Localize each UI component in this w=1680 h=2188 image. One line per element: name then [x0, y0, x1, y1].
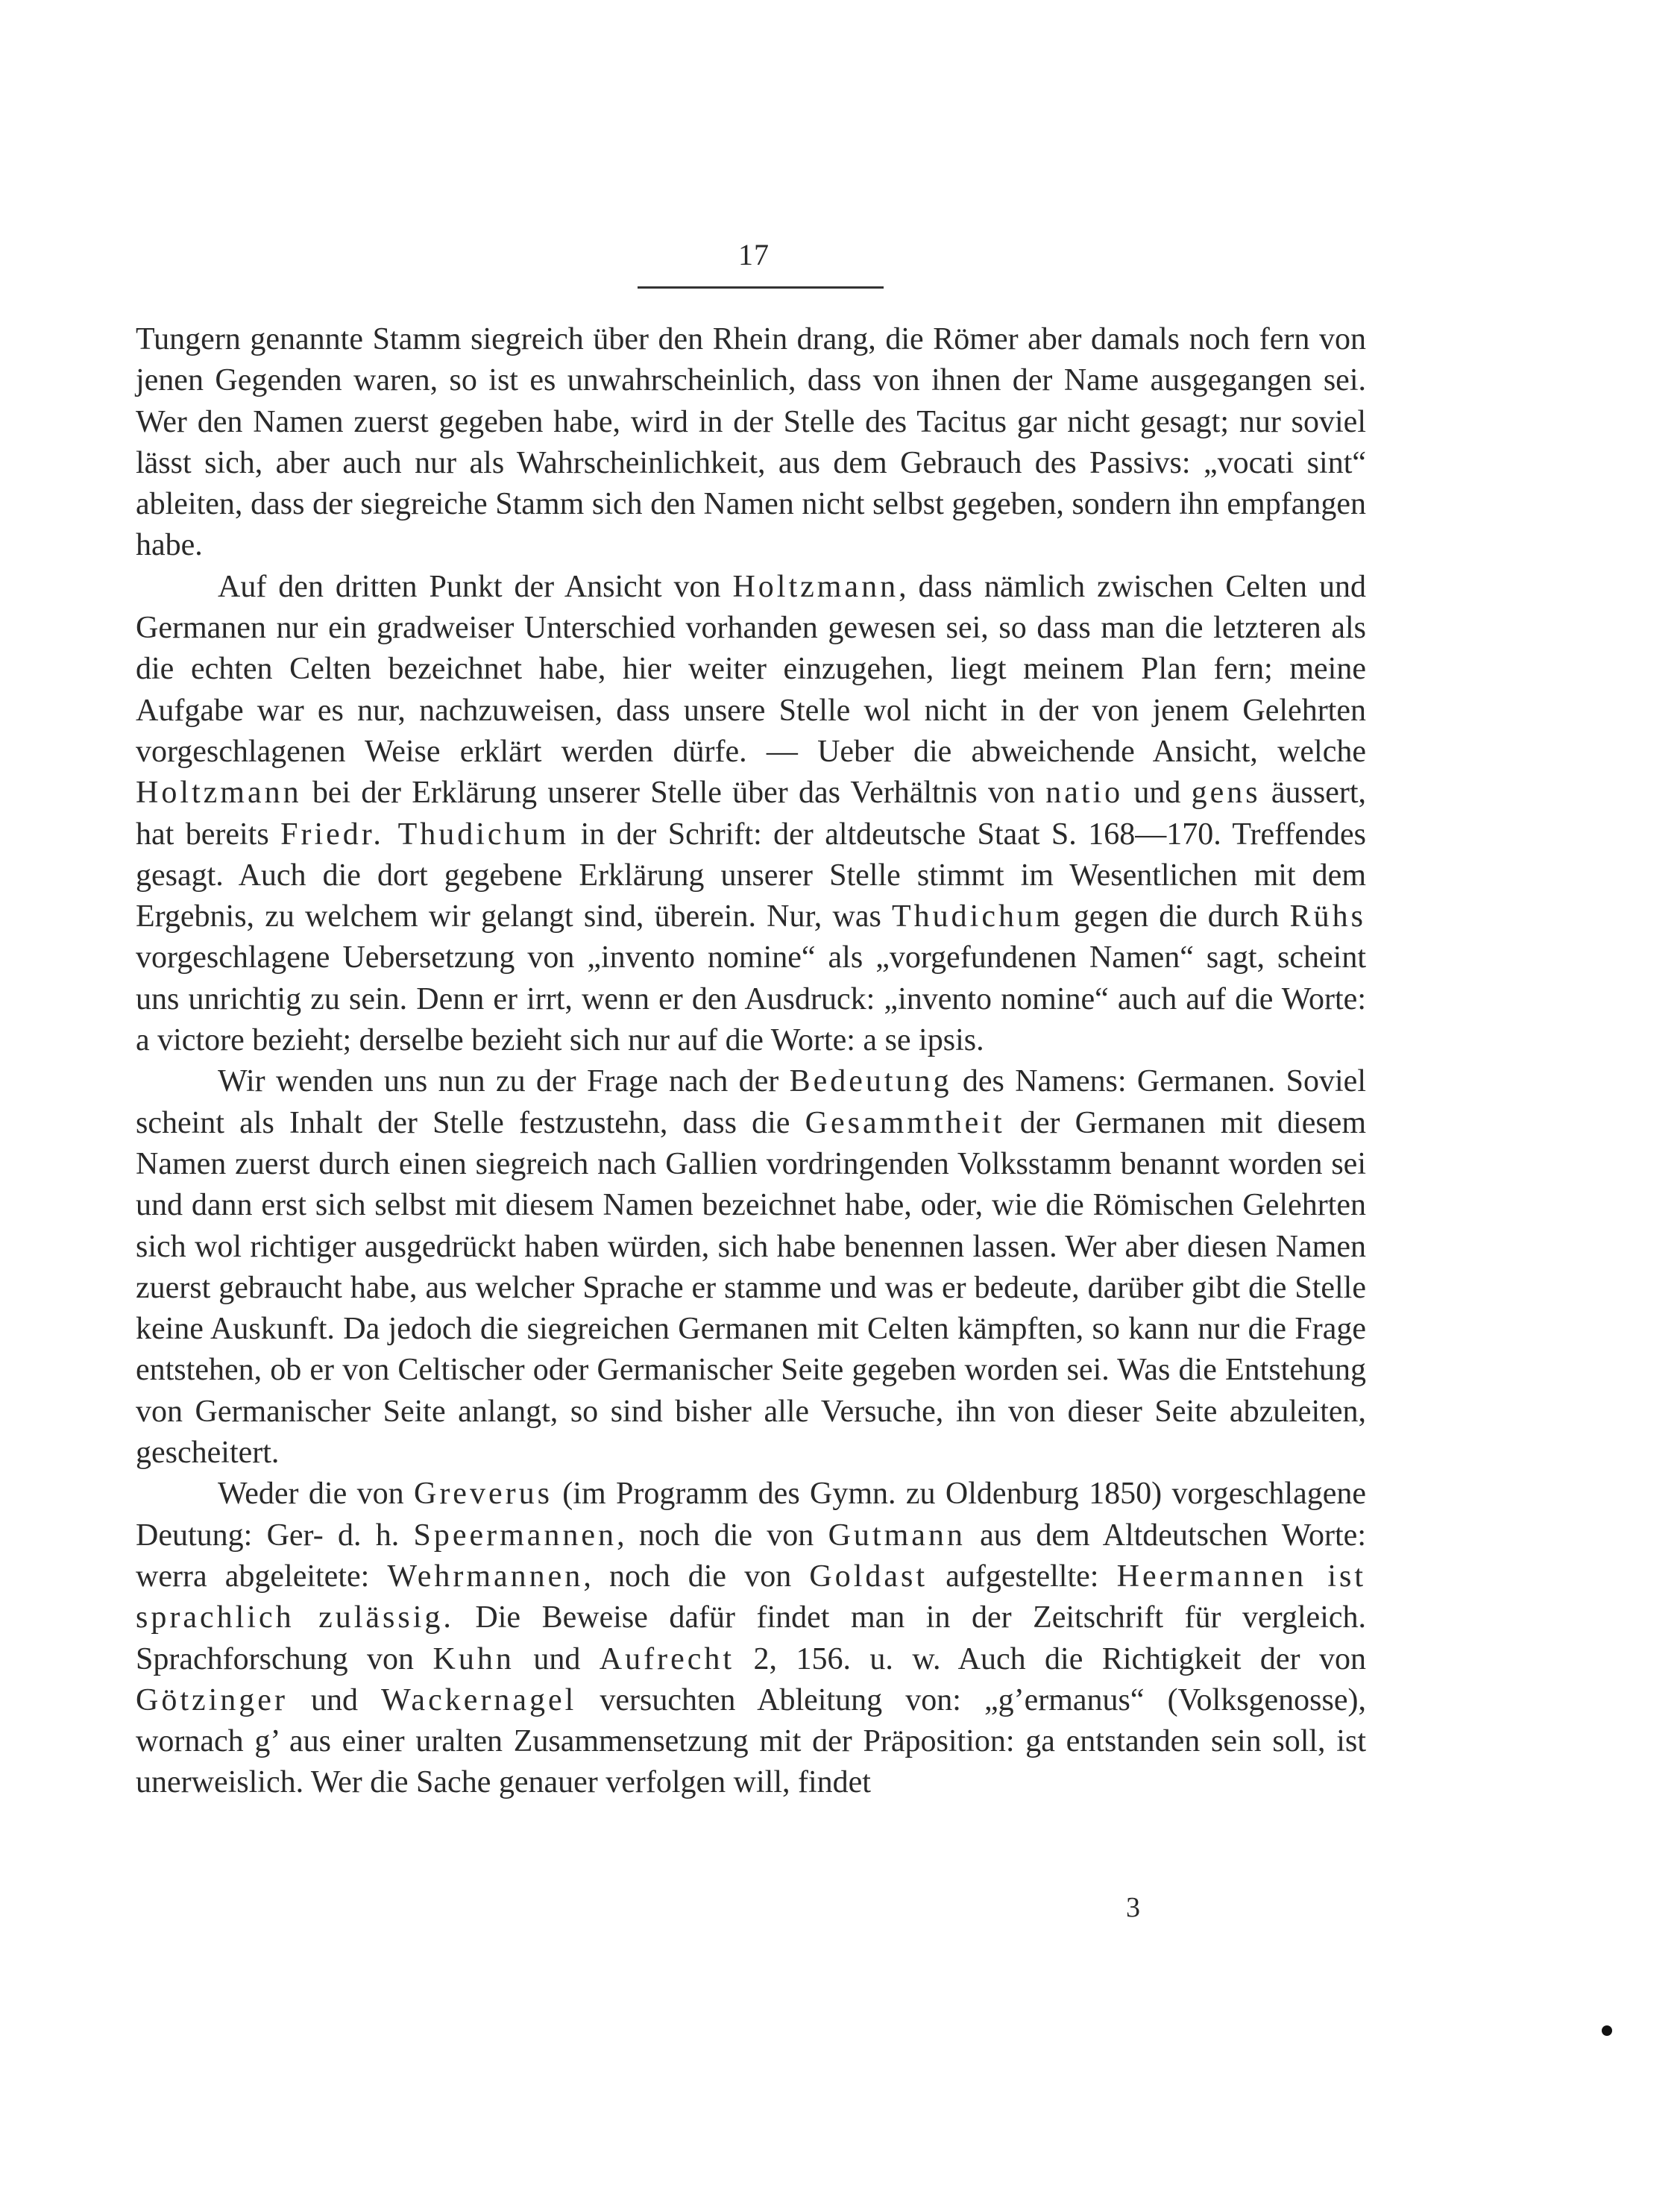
text-run: 2, 156. u. w. Auch die Richtigkeit der von [734, 1641, 1367, 1676]
spaced-name: Greverus [413, 1477, 553, 1512]
spaced-name: Friedr. Thudichum [280, 817, 570, 852]
text-run: Auf den dritten Punkt der Ansicht von [218, 569, 733, 604]
text-run: gegen die durch [1063, 899, 1290, 934]
text-run: aus dem Altdeutschen Worte: werra abgeleitete: [136, 1518, 1366, 1594]
text-run: , noch die von [583, 1559, 810, 1594]
spaced-name: Gutmann [828, 1518, 966, 1553]
paragraph-3 [136, 1061, 1366, 1474]
text-run: des Namens: Germanen. Soviel scheint als Inhalt der Stelle festzustehn, dass die [136, 1064, 1366, 1140]
text-run: und [287, 1682, 382, 1717]
spaced-name: Kuhn [432, 1641, 515, 1676]
text-run: Wir wenden uns nun zu der Frage nach der [218, 1064, 790, 1099]
spaced-name: Aufrecht [599, 1641, 735, 1676]
spaced-word: Wehrmannen [387, 1559, 584, 1594]
text-run: in der Schrift: der altdeutsche Staat S. 168—170. Treffendes gesagt. Auch die dort gegebene Erklärung unserer Stelle stimmt im Wesentlichen mit dem Ergebnis, zu welchem wir gelangt sind, überein. Nur, was [136, 817, 1366, 934]
spaced-word: Speermannen [413, 1518, 617, 1553]
text-run: und [514, 1641, 600, 1676]
text-run: , dass nämlich zwischen Celten und Germanen nur ein gradweiser Unterschied vorhanden gewesen sei, so dass man die letzteren als die echten Celten bezeichnet habe, hier weiter einzugehen, liegt meinem Plan fern; meine Aufgabe war es nur, nachzuweisen, dass unsere Stelle wol nicht in der von jenem Gelehrten vorgeschlagenen Weise erklärt werden dürfe. — Ueber die abweichende Ansicht, welche [136, 569, 1366, 769]
text-run: und [1123, 776, 1192, 811]
text-run: aufgestellte: [928, 1559, 1117, 1594]
text-run: (im Programm des Gymn. zu Oldenburg 1850) vorgeschlagene Deutung: Ger- d. h. [136, 1477, 1366, 1553]
text-run: Weder die von [218, 1477, 414, 1512]
text-run: versuchten Ableitung von: „g’ermanus“ (Volksgenosse), wornach g’ aus einer uralten Zusammensetzung mit der Präposition: ga entstanden sein soll, ist unerweislich. Wer die Sache genauer verfolgen will, findet [136, 1682, 1366, 1800]
spaced-word: Heermannen ist sprachlich zulässig. [136, 1559, 1366, 1635]
spaced-word: Bedeutung [789, 1064, 952, 1099]
spaced-name: Holtzmann [136, 776, 302, 811]
spaced-name: Rühs [1289, 899, 1366, 934]
header-rule [638, 286, 884, 289]
spaced-name: Wackernagel [381, 1682, 577, 1717]
text-run: vorgeschlagene Uebersetzung von „invento nomine“ als „vorgefundenen Namen“ sagt, scheint uns unrichtig zu sein. Denn er irrt, wenn er den Ausdruck: „invento nomine“ auch auf die Worte: a victore bezieht; derselbe bezieht sich nur auf die Worte: a se ipsis. [136, 940, 1366, 1058]
spaced-word: natio [1045, 776, 1124, 811]
spaced-name: Götzinger [136, 1682, 288, 1717]
page-number: 17 [738, 238, 770, 271]
text-run: der Germanen mit diesem Namen zuerst durch einen siegreich nach Gallien vordringenden Volksstamm benannt worden sei und dann erst sich selbst mit diesem Namen bezeichnet habe, oder, wie die Römischen Gelehrten sich wol richtiger ausgedrückt haben würden, sich habe benennen lassen. Wer aber diesen Namen zuerst gebraucht habe, aus welcher Sprache er stamme und was er bedeute, darüber gibt die Stelle keine Auskunft. Da jedoch die siegreichen Germanen mit Celten kämpften, so kann nur die Frage entstehen, ob er von Celtischer oder Germanischer Seite gegeben worden sei. Was die Entstehung von Germanischer Seite anlangt, so sind bisher alle Versuche, ihn von dieser Seite abzuleiten, gescheitert. [136, 1105, 1366, 1471]
spaced-name: Goldast [809, 1559, 928, 1594]
text-run: äussert, hat bereits [136, 776, 1366, 852]
text-run: Die Beweise dafür findet man in der Zeitschrift für vergleich. Sprachforschung von [136, 1600, 1366, 1676]
paragraph-4 [136, 1474, 1366, 1803]
spaced-word: Gesammtheit [805, 1105, 1005, 1140]
text-run: , noch die von [617, 1518, 828, 1553]
ink-speck [1602, 2025, 1612, 2036]
paragraph-2 [136, 567, 1366, 1062]
text-run: bei der Erklärung unserer Stelle über das Verhältnis von [301, 776, 1046, 811]
body-text [136, 319, 1366, 1804]
spaced-word: gens [1191, 776, 1261, 811]
paragraph-1: Tungern genannte Stamm siegreich über den Rhein drang, die Römer aber damals noch fern von jenen Gegenden waren, so ist es unwahrscheinlich, dass von ihnen der Name ausgegangen sei. Wer den Namen zuerst gegeben habe, wird in der Stelle des Tacitus gar nicht gesagt; nur soviel lässt sich, aber auch nur als Wahrscheinlichkeit, aus dem Gebrauch des Passivs: „vocati sint“ ableiten, dass der siegreiche Stamm sich den Namen nicht selbst gegeben, sondern ihn empfangen habe. [136, 322, 1366, 563]
signature-mark: 3 [1126, 1892, 1140, 1923]
spaced-name: Holtzmann [732, 569, 899, 604]
spaced-name: Thudichum [892, 899, 1063, 934]
